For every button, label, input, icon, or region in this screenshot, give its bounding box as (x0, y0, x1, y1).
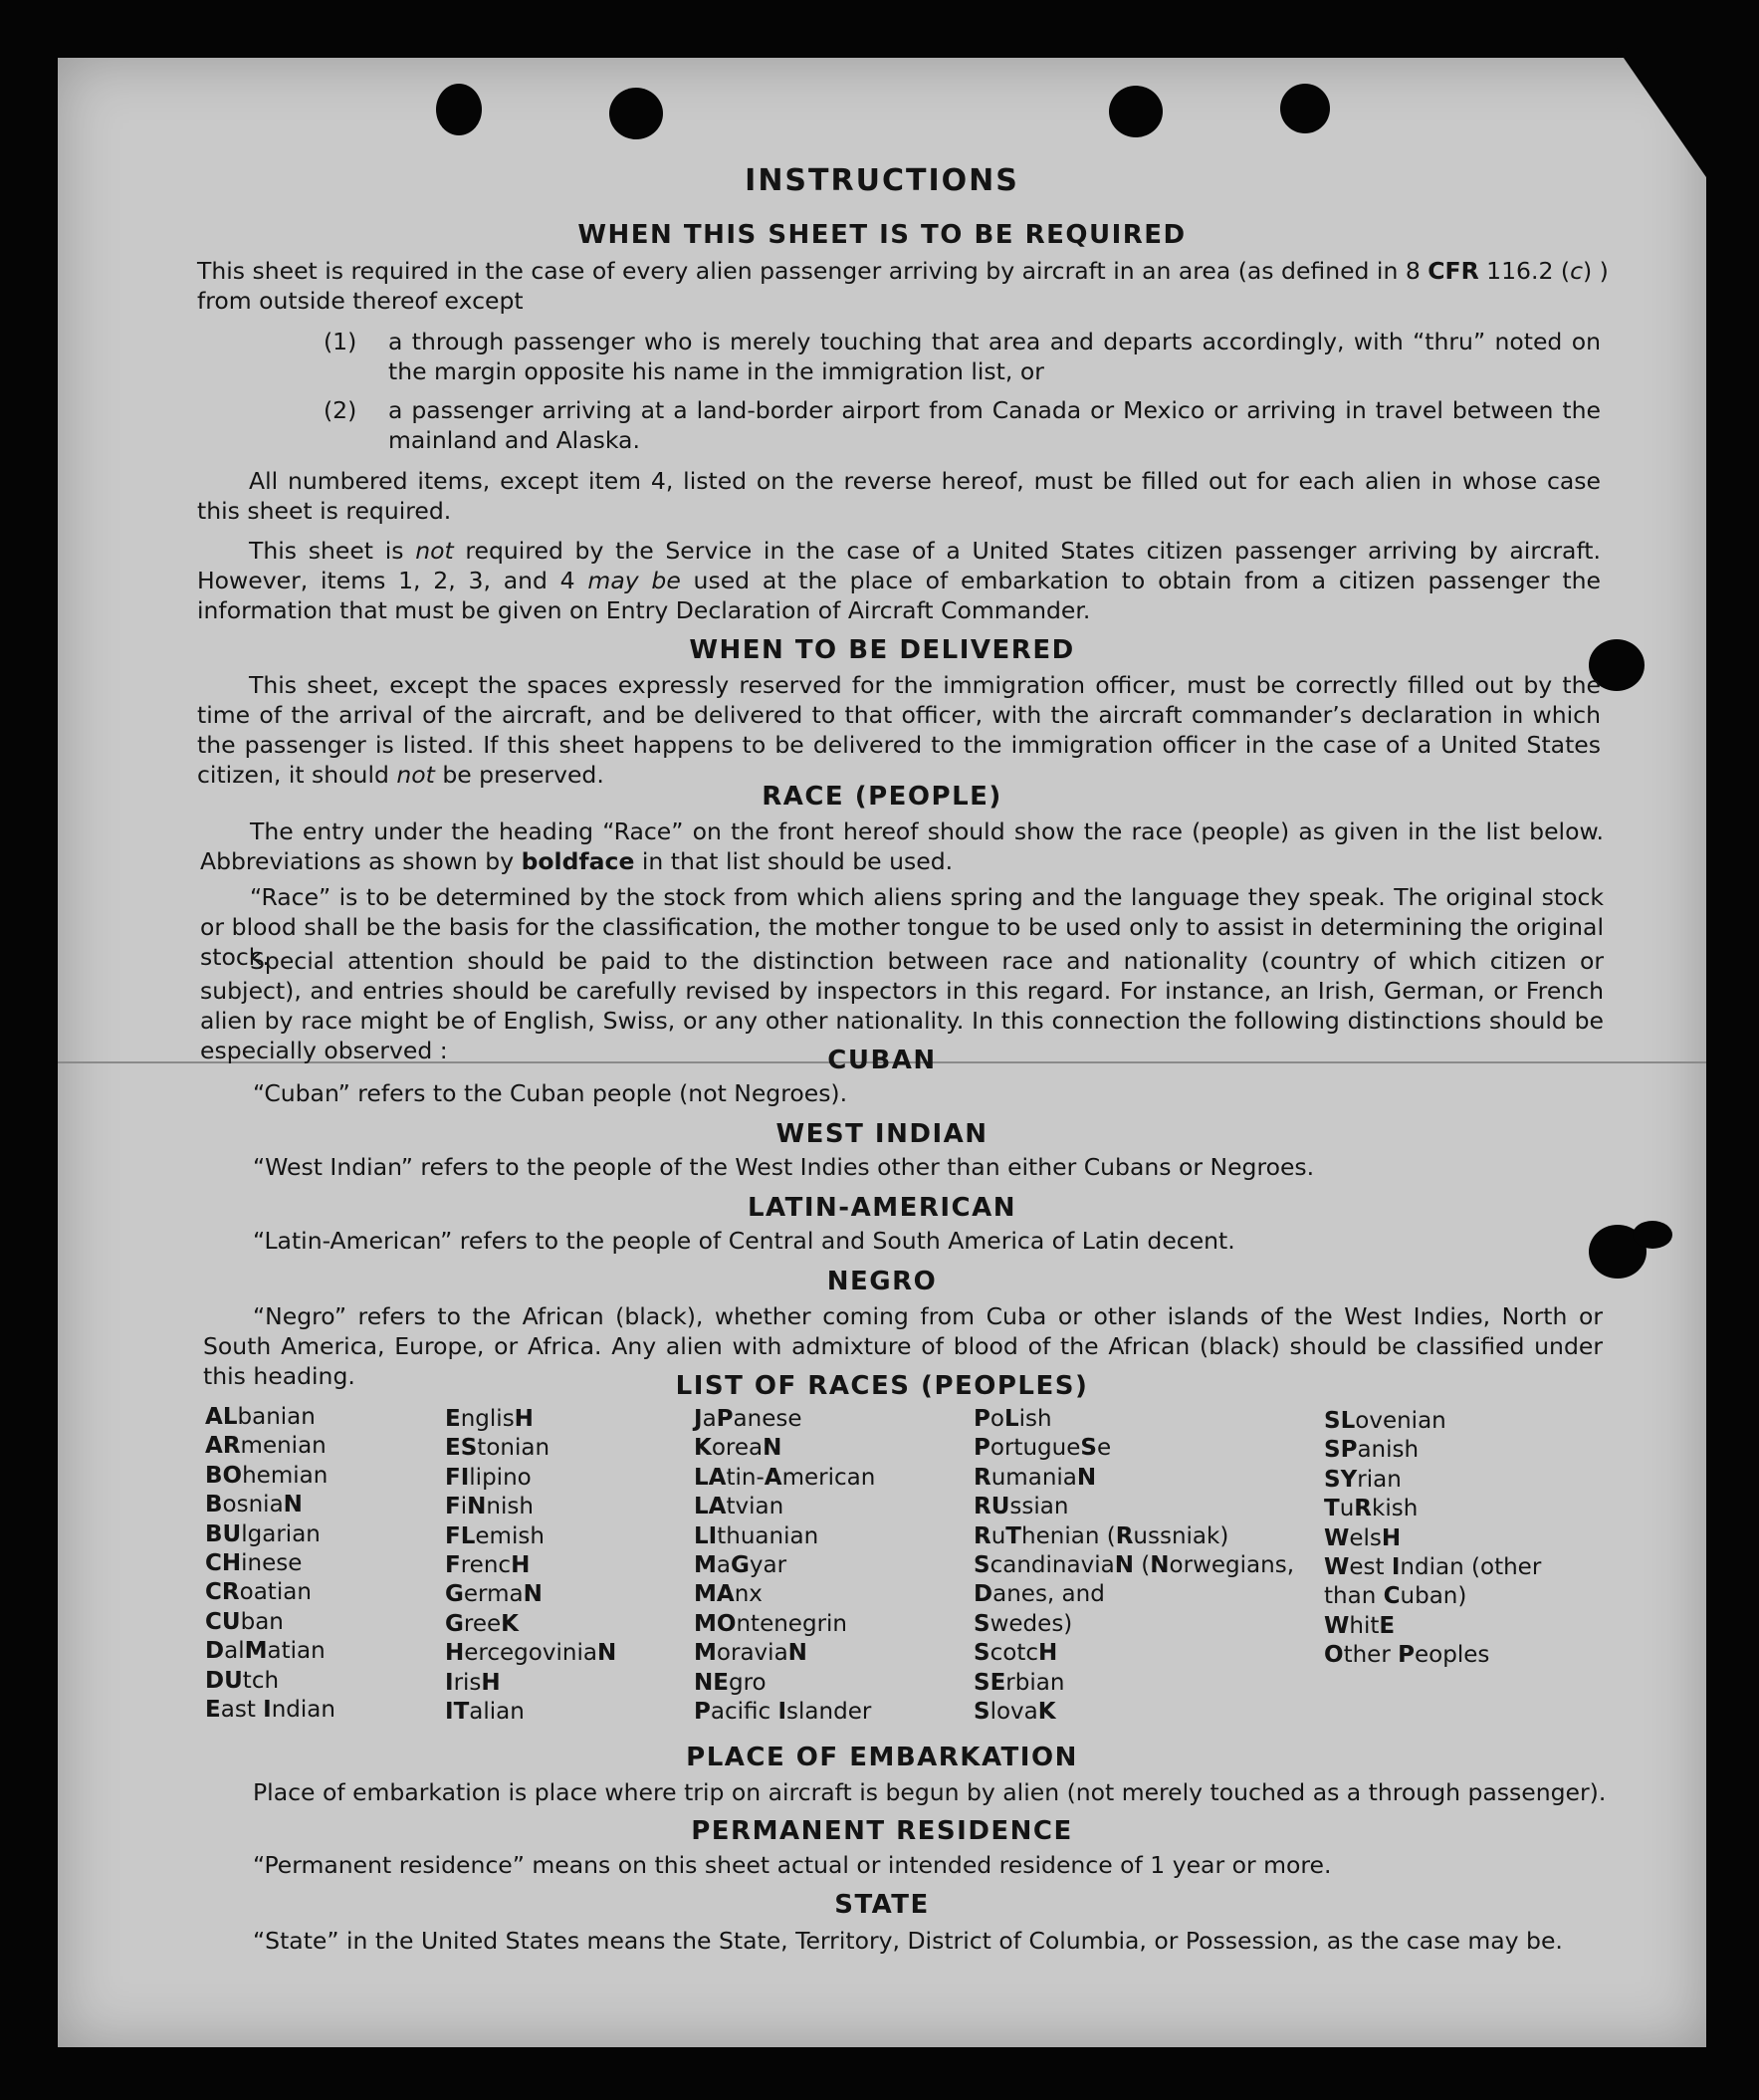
race-paragraph-3: Special attention should be paid to the distinction between race and nationality (country of which citizen or subject), and entries should be carefully revised by inspectors in this regard. For instance, an Irish, German, or French alien by race might be of English, Swiss, or any other nationality. In this connection the following distinctions should be especially observed : (200, 947, 1604, 1064)
heading-negro: NEGRO (826, 1267, 938, 1296)
race-entry: FLemish (445, 1522, 545, 1549)
race-entry: BOhemian (205, 1462, 329, 1489)
item-number-1: (1) (324, 328, 357, 355)
race-entry: PortugueSe (974, 1435, 1112, 1462)
cuban-text: “Cuban” refers to the Cuban people (not Negroes). (253, 1079, 848, 1107)
residence-text: “Permanent residence” means on this sheet actual or intended residence of 1 year or more. (253, 1851, 1332, 1879)
race-entry: Swedes) (974, 1610, 1073, 1637)
race-entry: RUssian (974, 1494, 1069, 1520)
race-entry: KoreaN (694, 1435, 782, 1462)
race-entry: LAtin-American (694, 1464, 876, 1491)
race-entry: DalMatian (205, 1638, 326, 1665)
state-text: “State” in the United States means the State, Territory, District of Columbia, or Possession, as the case may be. (253, 1927, 1563, 1955)
race-entry: IrisH (445, 1669, 501, 1696)
race-entry: SLovenian (1324, 1408, 1446, 1434)
race-paragraph-2: “Race” is to be determined by the stock from which aliens spring and the language they speak. The original stock or blood shall be the basis for the classification, the mother tongue to be used only to assist in determining the original stock. (200, 883, 1604, 971)
heading-state: STATE (834, 1890, 930, 1920)
required-paragraph-3: This sheet is not required by the Service in the case of a United States citizen passenger arriving by aircraft. However, items 1, 2, 3, and 4 may be used at the place of embarkation to obtain from a citizen passenger the information that must be given on Entry Declaration of Aircraft Commander. (197, 537, 1602, 624)
race-entry: ScandinaviaN (Norwegians, (974, 1551, 1295, 1578)
item-text-1: a through passenger who is merely touching that area and departs accordingly, with “thru” noted on the margin opposite his name in the immigration list, or (388, 328, 1601, 385)
race-entry: RumaniaN (974, 1464, 1097, 1491)
race-entry: ARmenian (205, 1433, 327, 1460)
race-entry: CUban (205, 1608, 284, 1635)
race-entry: Other Peoples (1324, 1642, 1490, 1669)
west-indian-text: “West Indian” refers to the people of the West Indies other than either Cubans or Negroes. (253, 1153, 1315, 1181)
race-entry: Pacifc Islander (694, 1698, 872, 1725)
race-entry: BUlgarian (205, 1520, 321, 1547)
race-entry: WhitE (1324, 1612, 1396, 1639)
race-entry: than Cuban) (1324, 1583, 1467, 1610)
heading-list-of-races: LIST OF RACES (PEOPLES) (675, 1371, 1089, 1401)
race-entry: MoraviaN (694, 1640, 807, 1667)
race-entry: FIlipino (445, 1464, 532, 1491)
race-entry: CHinese (205, 1549, 303, 1576)
race-column-3 (694, 1405, 875, 1727)
page-title: INSTRUCTIONS (745, 163, 1019, 198)
race-entry: LIthuanian (694, 1522, 819, 1549)
race-entry: EStonian (445, 1435, 550, 1462)
race-entry: NEgro (694, 1669, 767, 1696)
race-entry: CRoatian (205, 1579, 312, 1606)
race-entry: FiNnish (445, 1494, 534, 1520)
race-entry: West Indian (other (1324, 1553, 1542, 1580)
item-text-2: a passenger arriving at a land-border airport from Canada or Mexico or arriving in travel between the mainland and Alaska. (388, 396, 1601, 454)
race-entry: WelsH (1324, 1524, 1402, 1551)
embarkation-text: Place of embarkation is place where trip on aircraft is begun by alien (not merely touched as a through passenger). (253, 1778, 1607, 1806)
race-entry: BosniaN (205, 1492, 303, 1518)
heading-permanent-residence: PERMANENT RESIDENCE (691, 1816, 1073, 1846)
heading-cuban: CUBAN (827, 1046, 937, 1075)
race-entry: East Indian (205, 1696, 335, 1723)
punch-hole (1280, 84, 1330, 133)
race-entry: SErbian (974, 1669, 1065, 1696)
race-entry: ScotcH (974, 1640, 1058, 1667)
punch-hole (609, 88, 663, 139)
heading-latin-american: LATIN-AMERICAN (747, 1193, 1017, 1223)
race-entry: TuRkish (1324, 1496, 1419, 1522)
negro-text: “Negro” refers to the African (black), whether coming from Cuba or other islands of the West Indies, North or South America, Europe, or Africa. Any alien with admixture of blood of the African (black) should be classified under this heading. (203, 1302, 1603, 1390)
race-entry: ALbanian (205, 1404, 316, 1430)
heading-place-of-embarkation: PLACE OF EMBARKATION (686, 1743, 1078, 1772)
race-entry: GreeK (445, 1610, 519, 1637)
race-entry: FrencH (445, 1551, 531, 1578)
race-entry: DUtch (205, 1667, 280, 1694)
ink-blot (1633, 1221, 1672, 1249)
heading-when-delivered: WHEN TO BE DELIVERED (689, 635, 1075, 665)
race-entry: Danes, and (974, 1581, 1105, 1608)
heading-west-indian: WEST INDIAN (775, 1119, 989, 1149)
race-entry: HercegoviniaN (445, 1640, 617, 1667)
race-column-5 (1324, 1407, 1541, 1671)
race-entry: SPanish (1324, 1437, 1420, 1464)
required-paragraph-1: This sheet is required in the case of every alien passenger arriving by aircraft in an area (as defined in 8 CFR 116.2 (c) ) (197, 257, 1609, 285)
latin-american-text: “Latin-American” refers to the people of Central and South America of Latin decent. (253, 1227, 1235, 1255)
race-paragraph-1: The entry under the heading “Race” on the front hereof should show the race (people) as given in the list below. Abbreviations as shown by boldface in that list should be used. (200, 817, 1604, 875)
race-entry: RuThenian (Russniak) (974, 1522, 1229, 1549)
punch-hole (1109, 86, 1163, 137)
race-entry: SlovaK (974, 1698, 1056, 1725)
race-entry: MAnx (694, 1581, 763, 1608)
race-entry: ITalian (445, 1698, 525, 1725)
heading-when-required: WHEN THIS SHEET IS TO BE REQUIRED (577, 220, 1187, 250)
required-paragraph-2: All numbered items, except item 4, listed on the reverse hereof, must be filled out for each alien in whose case this sheet is required. (197, 467, 1601, 525)
race-entry: LAtvian (694, 1494, 784, 1520)
race-column-2 (445, 1405, 616, 1727)
delivered-paragraph: This sheet, except the spaces expressly reserved for the immigration officer, must be correctly filled out by the time of the arrival of the aircraft, and be delivered to that officer, with the aircraft commander’s declaration in which the passenger is listed. If this sheet happens to be delivered to the immigration officer in the case of a United States citizen, it should not be preserved. (197, 671, 1601, 789)
heading-race: RACE (PEOPLE) (762, 782, 1002, 812)
race-entry: EnglisH (445, 1406, 534, 1432)
race-entry: SYrian (1324, 1466, 1402, 1493)
race-column-1 (205, 1403, 335, 1725)
required-paragraph-1-cont: from outside thereof except (197, 287, 524, 315)
race-entry: MaGyar (694, 1551, 787, 1578)
race-entry: GermaN (445, 1581, 543, 1608)
race-entry: JaPanese (694, 1406, 802, 1432)
item-number-2: (2) (324, 396, 357, 424)
race-column-4 (974, 1405, 1294, 1727)
punch-hole (436, 84, 482, 135)
race-entry: MOntenegrin (694, 1610, 847, 1637)
race-entry: PoLish (974, 1406, 1052, 1432)
